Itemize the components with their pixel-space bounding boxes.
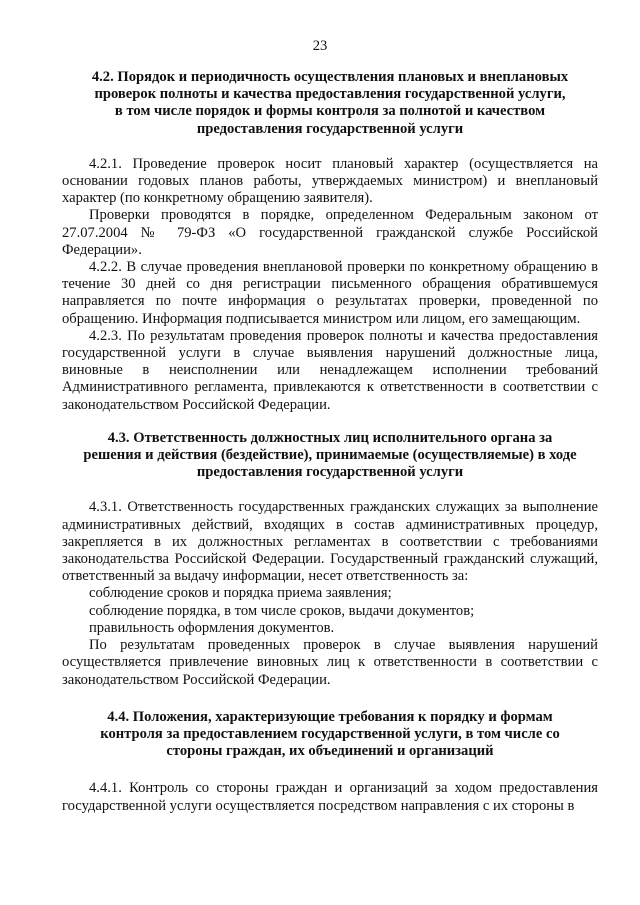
heading-line: в том числе порядок и формы контроля за полнотой и качеством	[114, 103, 546, 120]
paragraph-4-2-1: 4.2.1. Проведение проверок носит плановый характер (осуществляется на основании годовых планов работы, утверждаемых министром) и внеплановый характер (по конкретному обращению заявителя).	[62, 155, 598, 207]
list-item: соблюдение сроков и порядка приема заявления;	[89, 585, 392, 602]
paragraph-4-2-3: 4.2.3. По результатам проведения проверок полноты и качества предоставления государственной услуги в случае выявления нарушений должностные лица, виновные в неисполнении или ненадлежащем исполнении требований Административного регламента, привлекаются к ответственности в соответствии с законодательством Российской Федерации.	[62, 327, 598, 413]
page-number: 23	[312, 38, 328, 54]
list-item: правильность оформления документов.	[89, 619, 335, 636]
heading-line: предоставления государственной услуги	[196, 464, 464, 481]
paragraph-4-4-1: 4.4.1. Контроль со стороны граждан и организаций за ходом предоставления государственной услуги осуществляется посредством направления с их стороны в	[62, 780, 598, 814]
heading-line: 4.3. Ответственность должностных лиц исполнительного органа за	[107, 429, 553, 446]
paragraph-4-2-1-law: Проверки проводятся в порядке, определенном Федеральным законом от 27.07.2004 № 79-ФЗ «О государственной гражданской службе Российской Федерации».	[62, 207, 598, 258]
heading-line: решения и действия (бездействие), принимаемые (осуществляемые) в ходе	[83, 447, 577, 464]
heading-line: 4.2. Порядок и периодичность осуществления плановых и внеплановых	[91, 69, 569, 85]
heading-line: 4.4. Положения, характеризующие требования к порядку и формам	[107, 708, 553, 725]
heading-line: стороны граждан, их объединений и организаций	[166, 743, 494, 760]
heading-line: контроля за предоставлением государственной услуги, в том числе со	[100, 725, 560, 742]
section-4-4-heading	[62, 709, 598, 761]
list-item: соблюдение порядка, в том числе сроков, выдачи документов;	[89, 602, 475, 619]
paragraph-4-3-1: 4.3.1. Ответственность государственных гражданских служащих за выполнение административных действий, входящих в состав административных процедур, закрепляется в их должностных регламентах в соответствии с требованиями законодательства Российской Федерации. Государственный гражданский служащий, ответственный за выдачу информации, несет ответственность за:	[62, 499, 598, 585]
paragraph-4-3-results: По результатам проведенных проверок в случае выявления нарушений осуществляется привлечение виновных лиц к ответственности в соответствии с законодательством Российской Федерации.	[62, 637, 598, 688]
paragraph-4-2-2: 4.2.2. В случае проведения внеплановой проверки по конкретному обращению в течение 30 дней со дня регистрации письменного обращения обратившемуся направляется по почте информация о результатах проверки, проведенной по обращению. Информация подписывается министром или лицом, его замещающим.	[62, 259, 598, 327]
section-4-2-heading	[62, 69, 598, 138]
heading-line: предоставления государственной услуги	[196, 120, 464, 137]
heading-line: проверок полноты и качества предоставления государственной услуги,	[94, 86, 566, 103]
document-body	[62, 69, 598, 815]
section-4-3-heading	[62, 430, 598, 482]
